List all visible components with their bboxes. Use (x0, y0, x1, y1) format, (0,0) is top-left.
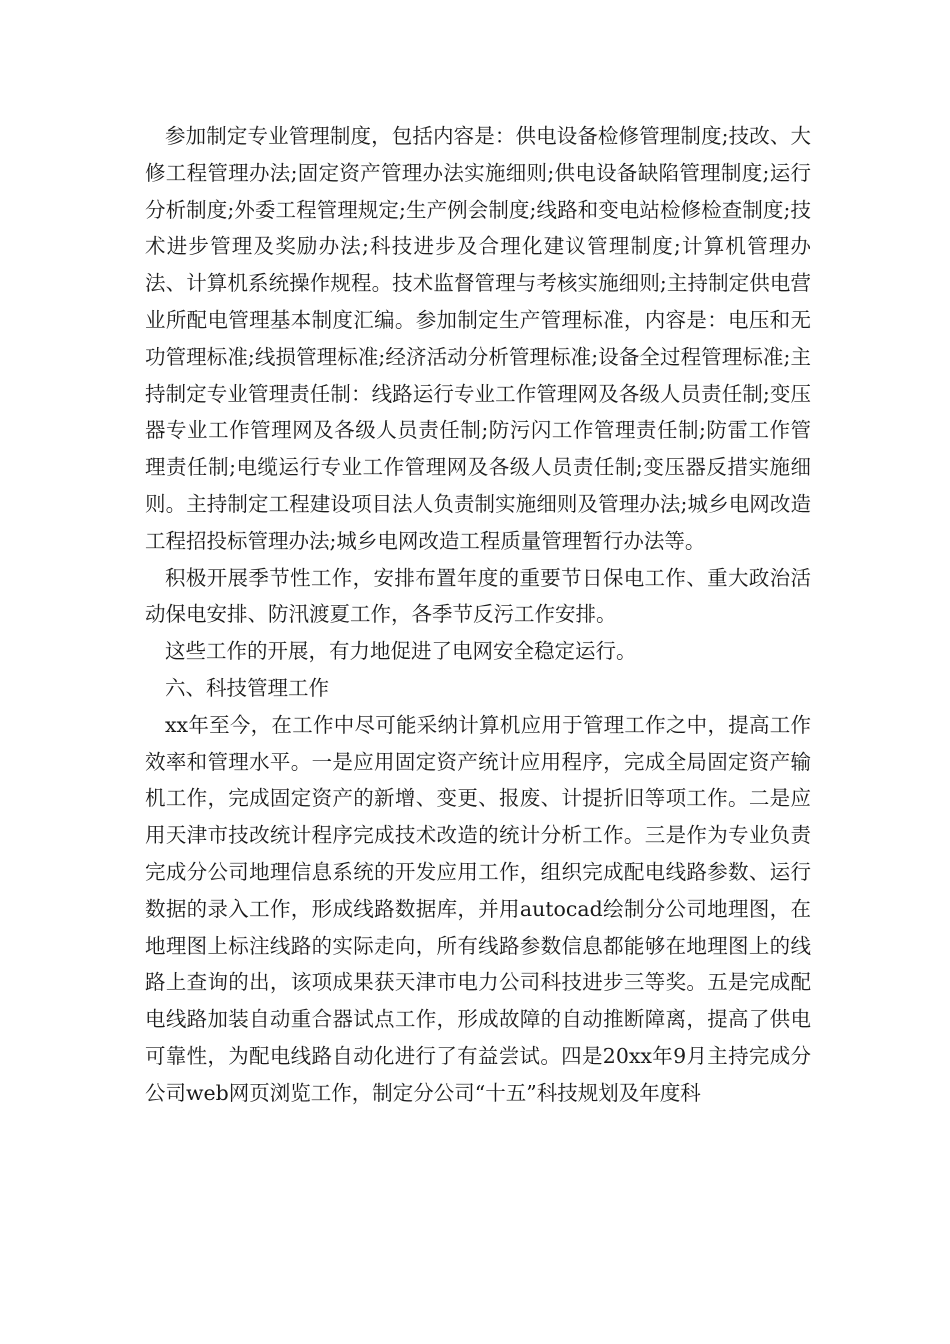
paragraph-grid-stability: 这些工作的开展，有力地促进了电网安全稳定运行。 (165, 639, 637, 664)
paragraph-management-systems: 参加制定专业管理制度，包括内容是：供电设备检修管理制度;技改、大修工程管理办法;固定资产管理办法实施细则;供电设备缺陷管理制度;运行分析制度;外委工程管理规定;生产例会制度;线路和变电站检修检查制度;技术进步管理及奖励办法;科技进步及合理化建议管理制度;计算机管理办法、计算机系统操作规程。技术监督管理与考核实施细则;主持制定供电营业所配电管理基本制度汇编。参加制定生产管理标准，内容是：电压和无功管理标准;线损管理标准;经济活动分析管理标准;设备全过程管理标准;主持制定专业管理责任制：线路运行专业工作管理网及各级人员责任制;变压器专业工作管理网及各级人员责任制;防污闪工作管理责任制;防雷工作管理责任制;电缆运行专业工作管理网及各级人员责任制;变压器反措实施细则。主持制定工程建设项目法人负责制实施细则及管理办法;城乡电网改造工程招投标管理办法;城乡电网改造工程质量管理暂行办法等。 (145, 124, 811, 553)
section-heading-tech-management: 六、科技管理工作 (165, 675, 329, 700)
document-body (145, 118, 811, 1112)
paragraph-seasonal-work: 积极开展季节性工作，安排布置年度的重要节日保电工作、重大政治活动保电安排、防汛渡夏工作，各季节反污工作安排。 (145, 565, 811, 627)
paragraph-tech-management: xx年至今，在工作中尽可能采纳计算机应用于管理工作之中，提高工作效率和管理水平。一是应用固定资产统计应用程序，完成全局固定资产输机工作，完成固定资产的新增、变更、报废、计提折旧等项工作。二是应用天津市技改统计程序完成技术改造的统计分析工作。三是作为专业负责完成分公司地理信息系统的开发应用工作，组织完成配电线路参数、运行数据的录入工作，形成线路数据库，并用autocad绘制分公司地理图，在地理图上标注线路的实际走向，所有线路参数信息都能够在地理图上的线路上查询的出，该项成果获天津市电力公司科技进步三等奖。五是完成配电线路加装自动重合器试点工作，形成故障的自动推断障离，提高了供电可靠性，为配电线路自动化进行了有益尝试。四是20xx年9月主持完成分公司web网页浏览工作，制定分公司“十五”科技规划及年度科 (145, 712, 811, 1105)
